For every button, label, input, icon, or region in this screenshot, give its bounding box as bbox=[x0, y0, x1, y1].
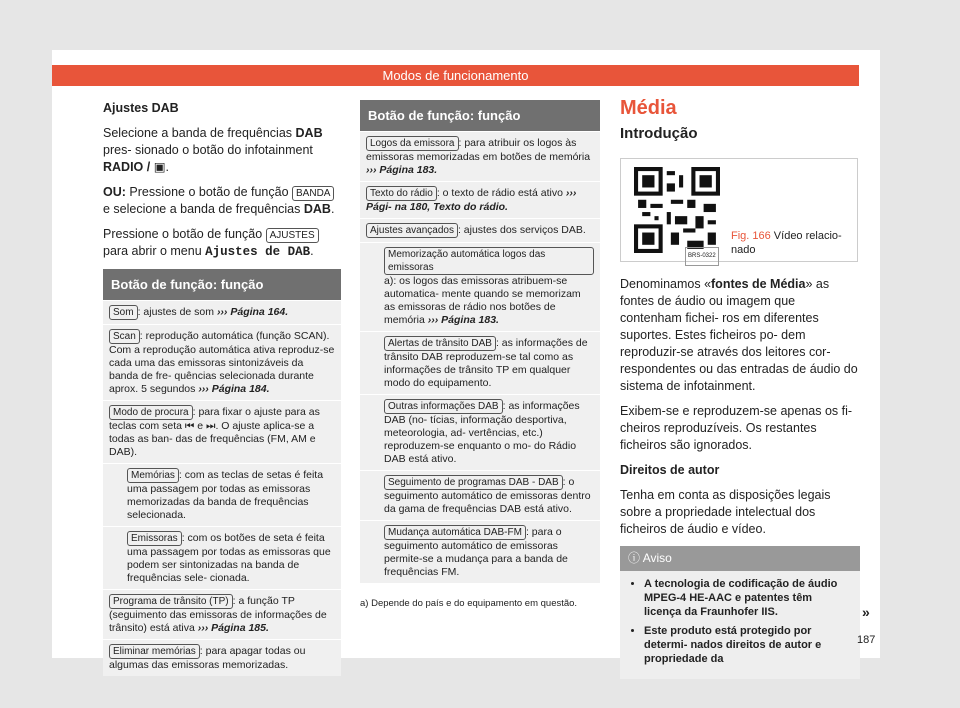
table-row bbox=[360, 394, 600, 470]
text: Denominamos « bbox=[620, 277, 712, 291]
column-3 bbox=[620, 97, 860, 679]
row-text: : as informações de trânsito DAB reproduzem-se tal como as informações de trânsito TP em qualquer modo do equipamento. bbox=[384, 337, 588, 389]
page-number: 187 bbox=[857, 634, 876, 646]
function-key: Texto do rádio bbox=[366, 186, 437, 201]
notice-item: • A tecnologia de codificação de áudio MPEG-4 HE-AAC e patentes têm licença da Fraunhofer IIS. bbox=[644, 577, 850, 619]
page-header: Modos de funcionamento bbox=[52, 65, 859, 86]
text: fontes de Média bbox=[711, 277, 806, 291]
function-key: Memorização automática logos das emissoras bbox=[384, 247, 594, 275]
function-key: BANDA bbox=[292, 186, 334, 201]
function-key: AJUSTES bbox=[266, 228, 319, 243]
table-row bbox=[360, 331, 600, 394]
row-text: : ajustes de som bbox=[137, 306, 217, 318]
function-key: Alertas de trânsito DAB bbox=[384, 336, 496, 351]
table-row bbox=[103, 639, 341, 676]
paragraph bbox=[103, 125, 341, 176]
row-text: : com as teclas de setas é feita uma passagem por todas as emissoras memorizadas da banda de frequências selecionada. bbox=[127, 469, 324, 521]
table-row bbox=[103, 400, 341, 463]
table-row bbox=[103, 526, 341, 589]
column-2 bbox=[360, 100, 600, 612]
media-icon: ▣. bbox=[153, 160, 169, 174]
row-text: : o texto de rádio está ativo bbox=[436, 187, 566, 199]
column-1 bbox=[103, 100, 341, 676]
text: RADIO / bbox=[103, 160, 154, 174]
info-icon: ⓘ bbox=[628, 551, 643, 565]
text: DAB bbox=[295, 126, 323, 140]
function-table bbox=[360, 100, 600, 583]
table-row bbox=[360, 242, 600, 331]
page-reference: ››› Página 185. bbox=[197, 622, 269, 634]
text: Selecione a banda de frequências bbox=[103, 126, 296, 140]
row-text: : a função TP (seguimento das emissoras de informações de trânsito) está ativa bbox=[109, 595, 327, 634]
paragraph: Exibem-se e reproduzem-se apenas os fi- cheiros reproduzíveis. Os restantes ficheiros são ignorados. bbox=[620, 404, 853, 452]
function-key: Ajustes avançados bbox=[366, 223, 458, 238]
page-reference: ››› Página 183. bbox=[366, 164, 438, 176]
row-text: : para fixar o ajuste para as teclas com seta ⏮ e ⏭. O ajuste aplica-se a todas as ban- das de frequências (FM, AM e DAB). bbox=[109, 406, 320, 458]
function-key: Outras informações DAB bbox=[384, 399, 503, 414]
table-row bbox=[360, 131, 600, 181]
table-row bbox=[360, 181, 600, 218]
function-key: Eliminar memórias bbox=[109, 644, 200, 659]
figure bbox=[620, 158, 858, 262]
notice-title: Aviso bbox=[642, 551, 672, 565]
qr-code-icon bbox=[631, 167, 723, 253]
text: Pressione o botão de função bbox=[103, 227, 266, 241]
text: » as fontes de áudio ou imagem que contenham fichei- ros em diferentes suportes. Estes ficheiros po- dem reproduzir-se através dos leitores cor- respondentes ou das entradas de áudio do sistema de infotainment. bbox=[620, 277, 858, 393]
text: pres- sionado o botão do infotainment bbox=[103, 143, 313, 157]
footnote: a) Depende do país e do equipamento em questão. bbox=[360, 598, 578, 609]
caption-text: Vídeo relacio- nado bbox=[731, 230, 842, 256]
text: Pressione o botão de função bbox=[125, 185, 293, 199]
function-key: Scan bbox=[109, 329, 140, 344]
table-row bbox=[360, 218, 600, 242]
function-key: Modo de procura bbox=[109, 405, 193, 420]
function-key: Memórias bbox=[127, 468, 179, 483]
figure-number: Fig. 166 bbox=[731, 230, 771, 242]
text: e selecione a banda de frequências bbox=[103, 202, 304, 216]
function-key: Programa de trânsito (TP) bbox=[109, 594, 233, 609]
table-row bbox=[360, 520, 600, 583]
text: DAB bbox=[303, 202, 331, 216]
page-reference: ››› Página 164. bbox=[216, 306, 289, 318]
notice-box bbox=[620, 546, 860, 679]
row-text: : as informações DAB (no- tícias, informação desportiva, meteorologia, ad- vertências, etc.) reproduzem-se enquanto o mo- do Rádio DAB está ativo. bbox=[384, 400, 580, 465]
notice-header bbox=[620, 546, 860, 571]
function-key: Logos da emissora bbox=[366, 136, 459, 151]
page-reference: ››› Página 184. bbox=[198, 383, 270, 395]
notice-item: • Este produto está protegido por determi- nados direitos de autor e propriedade da bbox=[644, 624, 850, 666]
table-title: Botão de função: função bbox=[103, 269, 341, 300]
text: OU: bbox=[103, 185, 126, 199]
text: para abrir o menu bbox=[103, 244, 206, 258]
subheading: Direitos de autor bbox=[620, 463, 720, 477]
function-table bbox=[103, 269, 341, 676]
row-text: : para atribuir os logos às emissoras memorizadas em botões de memória bbox=[366, 137, 591, 163]
page-reference: ››› Página 183. bbox=[427, 314, 499, 326]
section-heading: Ajustes DAB bbox=[103, 101, 179, 115]
row-text: : o seguimento automático de emissoras dentro da gama de frequências DAB está ativo. bbox=[384, 476, 591, 515]
row-text: a): os logos das emissoras atribuem-se automatica- mente quando se memorizam as emissoras de rádio nos botões de memória bbox=[384, 275, 581, 326]
paragraph: Tenha em conta as disposições legais sobre a propriedade intelectual dos ficheiros de áudio e vídeo. bbox=[620, 488, 831, 536]
notice-list bbox=[620, 571, 860, 679]
table-row bbox=[103, 589, 341, 639]
paragraph: Pressione o botão de função AJUSTES para abrir o menu Ajustes de DAB. bbox=[103, 226, 341, 261]
section-title: Média bbox=[620, 97, 677, 119]
row-text: : com os botões de seta é feita uma passagem por todas as emissoras que podem ser sintonizadas na banda de frequências sele- cionada. bbox=[127, 532, 331, 584]
function-key: Seguimento de programas DAB - DAB bbox=[384, 475, 563, 490]
figure-code: BRS-0322 bbox=[685, 247, 719, 266]
function-key: Som bbox=[109, 305, 138, 320]
function-key: Emissoras bbox=[127, 531, 182, 546]
table-row bbox=[103, 463, 341, 526]
function-key: Mudança automática DAB-FM bbox=[384, 525, 526, 540]
paragraph: OU: Pressione o botão de função BANDA e selecione a banda de frequências DAB. bbox=[103, 185, 335, 216]
row-text: : para o seguimento automático de emissoras permite-se a mudança para a banda de frequências FM. bbox=[384, 526, 568, 578]
figure-caption bbox=[731, 229, 857, 257]
row-text: : reprodução automática (função SCAN). Com a reprodução automática ativa reproduz-se cada uma das emissoras sintonizáveis da banda de fre- quências selecionada durante aprox. 5 segundos bbox=[109, 330, 335, 395]
table-row bbox=[360, 470, 600, 520]
continue-icon: » bbox=[862, 604, 870, 620]
table-row bbox=[103, 324, 341, 400]
row-text: : ajustes dos serviços DAB. bbox=[457, 224, 586, 236]
page-reference: ››› Pági- na 180, Texto do rádio. bbox=[366, 187, 577, 213]
subsection-title: Introdução bbox=[620, 125, 698, 142]
text: Ajustes de DAB bbox=[205, 245, 311, 259]
paragraph bbox=[620, 276, 860, 395]
table-row bbox=[103, 300, 341, 324]
table-title: Botão de função: função bbox=[360, 100, 600, 131]
row-text: : para apagar todas ou algumas das emissoras memorizadas. bbox=[109, 645, 306, 671]
